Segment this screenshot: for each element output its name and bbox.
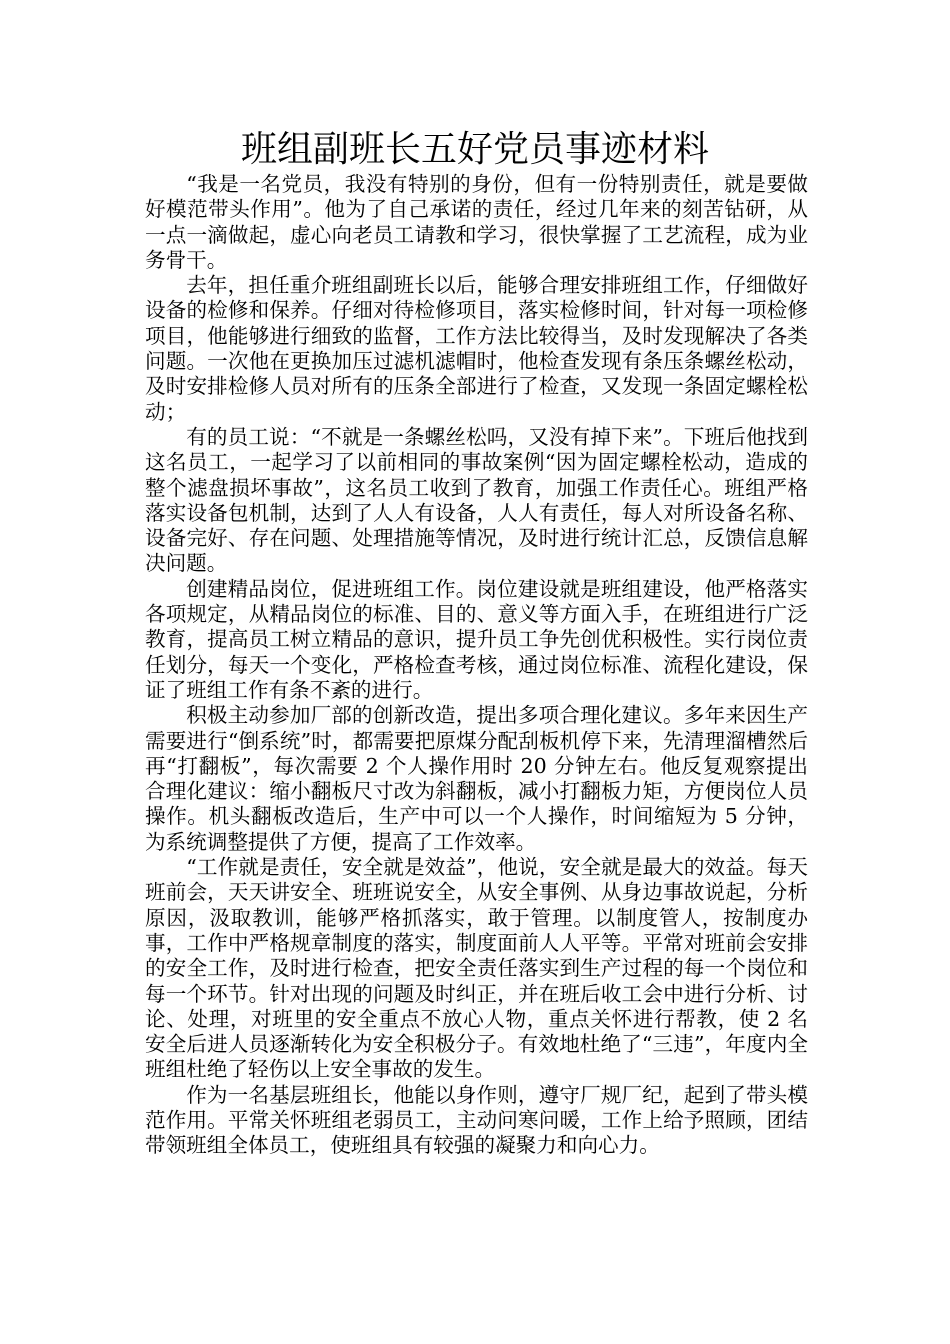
document-body [145,172,808,1159]
paragraph: 有的员工说：“不就是一条螺丝松吗，又没有掉下来”。下班后他找到这名员工，一起学习了以前相同的事故案例“因为固定螺栓松动，造成的整个滤盘损坏事故”，这名员工收到了教育，加强工作责任心。班组严格落实设备包机制，达到了人人有设备，人人有责任，每人对所设备名称、设备完好、存在问题、处理措施等情况，及时进行统计汇总，反馈信息解决问题。 [145,424,808,576]
paragraph: 创建精品岗位，促进班组工作。岗位建设就是班组建设，他严格落实各项规定，从精品岗位的标准、目的、意义等方面入手，在班组进行广泛教育，提高员工树立精品的意识，提升员工争先创优积极性。实行岗位责任划分，每天一个变化，严格检查考核，通过岗位标准、流程化建设，保证了班组工作有条不紊的进行。 [145,576,808,702]
paragraph: 去年，担任重介班组副班长以后，能够合理安排班组工作，仔细做好设备的检修和保养。仔细对待检修项目，落实检修时间，针对每一项检修项目，他能够进行细致的监督，工作方法比较得当，及时发现解决了各类问题。一次他在更换加压过滤机滤帽时，他检查发现有条压条螺丝松动，及时安排检修人员对所有的压条全部进行了检查，又发现一条固定螺栓松动； [145,273,808,424]
document-title: 班组副班长五好党员事迹材料 [240,129,709,170]
paragraph: 积极主动参加厂部的创新改造，提出多项合理化建议。多年来因生产需要进行“倒系统”时，都需要把原煤分配刮板机停下来，先清理溜槽然后再“打翻板”，每次需要 2 个人操作用时 20 分钟左右。他反复观察提出合理化建议：缩小翻板尺寸改为斜翻板，减小打翻板力矩，方便岗位人员操作。机头翻板改造后，生产中可以一个人操作，时间缩短为 5 分钟，为系统调整提供了方便，提高了工作效率。 [145,703,808,854]
paragraph: “我是一名党员，我没有特别的身份，但有一份特别责任，就是要做好模范带头作用”。他为了自己承诺的责任，经过几年来的刻苦钻研，从一点一滴做起，虚心向老员工请教和学习，很快掌握了工艺流程，成为业务骨干。 [145,172,808,272]
paragraph: 作为一名基层班组长，他能以身作则，遵守厂规厂纪，起到了带头模范作用。平常关怀班组老弱员工，主动问寒问暖，工作上给予照顾，团结带领班组全体员工，使班组具有较强的凝聚力和向心力。 [145,1082,808,1158]
paragraph: “工作就是责任，安全就是效益”，他说，安全就是最大的效益。每天班前会，天天讲安全、班班说安全，从安全事例、从身边事故说起，分析原因，汲取教训，能够严格抓落实，敢于管理。以制度管人，按制度办事，工作中严格规章制度的落实，制度面前人人平等。平常对班前会安排的安全工作，及时进行检查，把安全责任落实到生产过程的每一个岗位和每一个环节。针对出现的问题及时纠正，并在班后收工会中进行分析、讨论、处理，对班里的安全重点不放心人物，重点关怀进行帮教，使 2 名安全后进人员逐渐转化为安全积极分子。有效地杜绝了“三违”，年度内全班组杜绝了轻伤以上安全事故的发生。 [145,855,808,1082]
